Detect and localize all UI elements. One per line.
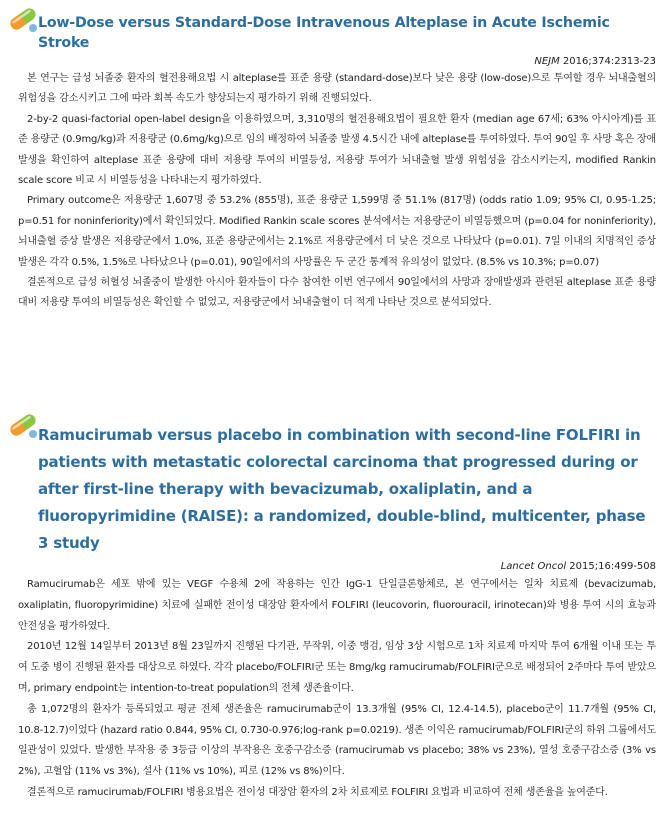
paragraph: 결론적으로 ramucirumab/FOLFIRI 병용요법은 전이성 대장암 환자의 2차 치료제로 FOLFIRI 요법과 비교하여 전체 생존율을 높여준다. <box>27 786 608 798</box>
paragraph: 2-by-2 quasi-factorial open-label design을 이용하였으며, 3,310명의 혈전용해요법이 필요한 환자 (median age 67세; 63% 아시아계)를 표준 용량군 (0.9mg/kg)과 저용량군 (0.6mg/kg)으로 임의 배정하여 뇌졸중 발생 4.5시간 내에 alteplase를 투여하였다. 투여 90일 후 사망 혹은 장애발생을 확인하여 alteplase 표준 용량에 대비 저용량 투여의 비열등성, 저용량 투여가 뇌내출혈 발생 위험성을 감소시키는지, modified Rankin scale score 비교 시 비열등성을 나타내는지 평가하였다. <box>18 113 656 187</box>
article-citation <box>0 55 656 69</box>
journal-ref: 2015;16:499-508 <box>566 561 656 572</box>
pill-capsule-icon <box>6 4 40 34</box>
journal-name: NEJM <box>534 56 560 67</box>
journal-ref: 2016;374:2313-23 <box>559 56 656 67</box>
paragraph: Ramucirumab은 세포 밖에 있는 VEGF 수용체 2에 작용하는 인간 IgG-1 단일클론항체로, 본 연구에서는 일차 치료제 (bevacizumab, oxaliplatin, fluoropyrimidine) 치료에 실패한 전이성 대장암 환자에서 FOLFIRI (leucovorin, fluorouracil, irinotecan)와 병용 투여 시의 효능과 안전성을 평가하였다. <box>18 579 656 632</box>
article-ramucirumab <box>0 410 669 804</box>
journal-name: Lancet Oncol <box>500 561 567 572</box>
paragraph: 결론적으로 급성 허혈성 뇌졸중이 발생한 아시아 환자들이 다수 참여한 이번 연구에서 90일에서의 사망과 장애발생과 관련된 alteplase 표준 용량 대비 저용량 투여의 비열등성은 확인할 수 없었고, 저용량군에서 뇌내출혈이 더 적게 나타난 것으로 분석되었다. <box>18 277 656 309</box>
article-alteplase <box>0 4 669 314</box>
paragraph: 2010년 12월 14일부터 2013년 8월 23일까지 진행된 다기관, 무작위, 이중 맹검, 임상 3상 시험으로 1차 치료제 마지막 투여 6개월 이내 또는 투여 도중 병이 진행된 환자를 대상으로 하였다. 각각 placebo/FOLFIRI군 또는 8mg/kg ramucirumab/FOLFIRI군으로 배정되어 2주마다 투여 받았으며, primary endpoint는 intention-to-treat population의 전체 생존율이다. <box>18 641 656 694</box>
paragraph: Primary outcome은 저용량군 1,607명 중 53.2% (855명), 표준 용량군 1,599명 중 51.1% (817명) (odds ratio 1.09; 95% CI, 0.95-1.25; p=0.51 for noninferiority)에서 확인되었다. Modified Rankin scale scores 분석에서는 저용량군이 비열등했으며 (p=0.04 for noninferiority), 뇌내출혈 증상 발생은 저용량군에서 1.0%, 표준 용량군에서는 2.1%로 저용량군에서 더 낮은 것으로 나타났다 (p=0.01). 7일 이내의 치명적인 증상 발생은 각각 0.5%, 1.5%로 나타났으나 (p=0.01), 90일에서의 사망률은 두 군간 통계적 유의성이 없었다. (8.5% vs 10.3%; p=0.07) <box>18 195 656 268</box>
article-title: Low-Dose versus Standard-Dose Intravenous Alteplase in Acute Ischemic Stroke <box>38 15 610 51</box>
paragraph: 본 연구는 급성 뇌졸중 환자의 혈전용해요법 시 alteplase를 표준 용량 (standard-dose)보다 낮은 용량 (low-dose)으로 투여할 경우 뇌내출혈의 위험성을 감소시키고 그에 따라 회복 속도가 향상되는지 평가하기 위해 진행되었다. <box>18 73 656 105</box>
pill-capsule-icon <box>6 410 40 440</box>
article-title: Ramucirumab versus placebo in combination with second-line FOLFIRI in patients with metastatic colorectal carcinoma that progressed during or after first-line therapy with bevacizumab, oxaliplatin, and a fluoropyrimidine (RAISE): a randomized, double-blind, multicenter, phase 3 study <box>38 426 646 552</box>
paragraph: 총 1,072명의 환자가 등록되었고 평균 전체 생존율은 ramucirumab군이 13.3개월 (95% CI, 12.4-14.5), placebo군이 11.7개월 (95% CI, 10.8-12.7)이었다 (hazard ratio 0.844, 95% CI, 0.730-0.976;log-rank p=0.0219). 생존 이익은 ramucirumab/FOLFIRI군의 하위 그룹에서도 일관성이 있었다. 발생한 부작용 중 3등급 이상의 부작용은 호중구감소증 (ramucirumab vs placebo; 38% vs 23%), 열성 호중구감소증 (3% vs 2%), 고혈압 (11% vs 3%), 설사 (11% vs 10%), 피로 (12% vs 8%)이다. <box>18 703 656 778</box>
article-citation <box>0 559 656 575</box>
